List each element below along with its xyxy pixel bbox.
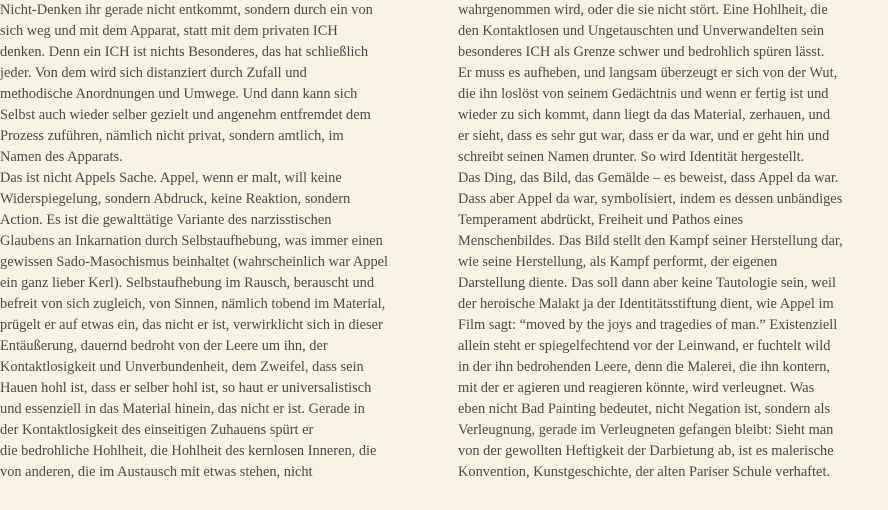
text-line: allein steht er spiegelfechtend vor der Leinwand, er fuchtelt wild	[458, 338, 831, 354]
text-line: gewissen Sado-Masochismus beinhaltet (wahrscheinlich war Appel	[0, 254, 389, 270]
text-line: und essenziell in das Material hinein, das nicht er ist. Gerade in	[0, 401, 365, 417]
text-column-left	[0, 0, 428, 483]
text-line: Konvention, Kunstgeschichte, der alten Pariser Schule verhaftet.	[458, 464, 831, 480]
text-line: von der gewollten Heftigkeit der Darbietung ab, ist es malerische	[458, 443, 834, 459]
text-line: Prozess zuführen, nämlich nicht privat, sondern amtlich, im	[0, 128, 344, 144]
text-line: Action. Es ist die gewalttätige Variante des narzisstischen	[0, 212, 332, 228]
text-line: der Kontaktlosigkeit des einseitigen Zuhauens spürt er	[0, 422, 314, 438]
text-line: Darstellung diente. Das soll dann aber keine Tautologie sein, weil	[458, 275, 836, 291]
text-line: Film sagt: “moved by the joys and tragedies of man.” Existenziell	[458, 317, 838, 333]
text-line: in der ihn bedrohenden Leere, denn die Malerei, die ihn kontern,	[458, 359, 831, 375]
text-line: befreit von sich zugleich, von Sinnen, nämlich tobend im Material,	[0, 296, 386, 312]
text-line: eben nicht Bad Painting bedeutet, nicht Negation ist, sondern als	[458, 401, 831, 417]
text-line: besonderes ICH als Grenze schwer und bedrohlich spüren lässt.	[458, 44, 825, 60]
text-line: von anderen, die im Austausch mit etwas stehen, nicht	[0, 464, 313, 480]
text-line: Verleugnung, gerade im Verleugneten gefangen bleibt: Sieht man	[458, 422, 834, 438]
text-line: wieder zu sich kommt, dann liegt da das Material, zerhauen, und	[458, 107, 831, 123]
text-line: Selbst auch wieder selber gezielt und angenehm entfremdet dem	[0, 107, 371, 123]
text-line: Entäußerung, dauernd bedroht von der Leere um ihn, der	[0, 338, 328, 354]
text-line: Glaubens an Inkarnation durch Selbstaufhebung, was immer einen	[0, 233, 383, 249]
text-line: methodische Anordnungen und Umwege. Und dann kann sich	[0, 86, 358, 102]
text-line: Namen des Apparats.	[0, 149, 123, 165]
text-line: Nicht-Denken ihr gerade nicht entkommt, sondern durch ein von	[0, 2, 373, 18]
text-line: Kontaktlosigkeit und Unverbundenheit, dem Zweifel, dass sein	[0, 359, 364, 375]
text-line: Das ist nicht Appels Sache. Appel, wenn er malt, will keine	[0, 170, 342, 186]
text-line: Widerspiegelung, sondern Abdruck, keine Reaktion, sondern	[0, 191, 351, 207]
text-line: der heroische Malakt ja der Identitätsstiftung dient, wie Appel im	[458, 296, 834, 312]
text-line: den Kontaktlosen und Ungetauschten und Unverwandelten sein	[458, 23, 825, 39]
text-line: Das Ding, das Bild, das Gemälde – es beweist, dass Appel da war.	[458, 170, 839, 186]
text-line: wahrgenommen wird, oder die sie nicht stört. Eine Hohlheit, die	[458, 2, 828, 18]
text-line: schreibt seinen Namen drunter. So wird Identität hergestellt.	[458, 149, 805, 165]
text-line: er sieht, dass es sehr gut war, dass er da war, und er geht hin und	[458, 128, 830, 144]
text-line: denken. Denn ein ICH ist nichts Besonderes, das hat schließlich	[0, 44, 369, 60]
text-line: wie seine Herstellung, als Kampf performt, der eigenen	[458, 254, 778, 270]
text-line: die ihn loslöst von seinem Gedächtnis und wenn er fertig ist und	[458, 86, 829, 102]
text-line: Temperament abdrückt, Freiheit und Pathos eines	[458, 212, 744, 228]
text-column-right	[458, 0, 888, 483]
text-line: ein ganz lieber Kerl). Selbstaufhebung im Rausch, berauscht und	[0, 275, 375, 291]
text-line: Dass aber Appel da war, symbolisiert, indem es dessen unbändiges	[458, 191, 843, 207]
text-line: mit der er agieren und reagieren könnte, wird verleugnet. Was	[458, 380, 815, 396]
text-line: prügelt er auf etwas ein, das nicht er ist, verwirklicht sich in dieser	[0, 317, 383, 333]
text-line: sich weg und mit dem Apparat, statt mit dem privaten ICH	[0, 23, 338, 39]
text-line: jeder. Von dem wird sich distanziert durch Zufall und	[0, 65, 307, 81]
text-line: Er muss es aufheben, und langsam überzeugt er sich von der Wut,	[458, 65, 838, 81]
text-line: die bedrohliche Hohlheit, die Hohlheit des kernlosen Inneren, die	[0, 443, 377, 459]
text-line: Hauen hohl ist, dass er selber hohl ist, so haut er universalistisch	[0, 380, 372, 396]
text-line: Menschenbildes. Das Bild stellt den Kampf seiner Herstellung dar,	[458, 233, 843, 249]
